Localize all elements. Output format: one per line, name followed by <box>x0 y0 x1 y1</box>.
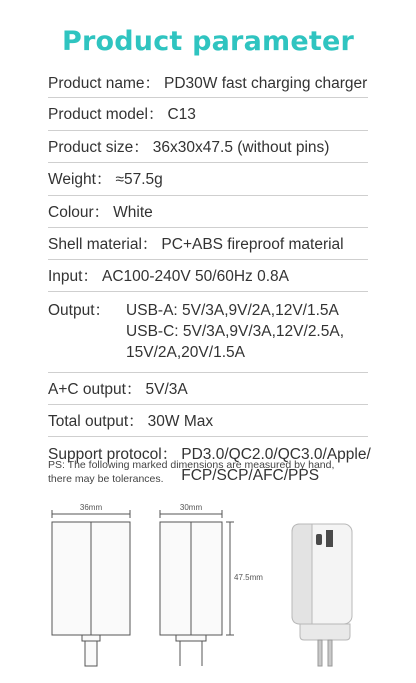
charger-product-image <box>292 524 352 666</box>
param-value: 30W Max <box>147 413 214 430</box>
param-row-colour <box>48 196 368 228</box>
param-row-product-size <box>48 131 368 163</box>
param-row-shell-material <box>48 228 368 260</box>
protocol-line: FCP/SCP/AFC/PPS <box>181 467 320 484</box>
param-row-input <box>48 260 368 292</box>
param-label: Shell material： <box>48 236 158 253</box>
dimension-depth-label: 30mm <box>179 503 203 512</box>
param-label: Weight： <box>48 171 112 188</box>
output-line: 15V/2A,20V/1.5A <box>126 344 245 361</box>
front-view-drawing <box>52 510 130 666</box>
param-label: Support protocol： <box>48 446 178 463</box>
param-label: Product name： <box>48 75 160 92</box>
param-row-ac-output <box>48 373 368 405</box>
dimension-diagram <box>0 500 416 683</box>
note-line: there may be tolerances. <box>48 473 164 485</box>
param-row-product-name <box>48 68 368 98</box>
param-label: Colour： <box>48 204 110 221</box>
param-value: White <box>113 204 153 221</box>
param-value <box>122 300 344 367</box>
param-row-product-model <box>48 98 368 131</box>
output-line: USB-C: 5V/3A,9V/3A,12V/2.5A, <box>126 323 345 340</box>
param-label: Total output： <box>48 413 144 430</box>
param-row-total-output <box>48 405 368 437</box>
param-label: Output： <box>48 302 111 319</box>
param-row-weight <box>48 163 368 196</box>
side-view-drawing <box>160 510 234 666</box>
measurement-note <box>48 458 378 486</box>
page-title: Product parameter <box>62 26 354 57</box>
param-value: PD30W fast charging charger <box>164 75 368 92</box>
usb-a-port-icon <box>326 530 333 547</box>
param-label: Input： <box>48 268 98 285</box>
note-line: PS: The following marked dimensions are measured by hand, <box>48 459 335 471</box>
param-label: Product model： <box>48 106 164 123</box>
dimension-height-label: 47.5mm <box>234 573 263 582</box>
param-value: ≈57.5g <box>115 171 163 188</box>
dimension-width-label: 36mm <box>79 503 103 512</box>
param-value: 5V/3A <box>145 381 188 398</box>
usb-c-port-icon <box>316 534 322 545</box>
output-line: USB-A: 5V/3A,9V/2A,12V/1.5A <box>126 302 339 319</box>
param-value: 36x30x47.5 (without pins) <box>152 139 330 156</box>
protocol-line: PD3.0/QC2.0/QC3.0/Apple/ <box>181 446 371 463</box>
param-value: C13 <box>167 106 196 123</box>
param-label: Product size： <box>48 139 149 156</box>
param-row-output <box>48 292 368 373</box>
param-label: A+C output： <box>48 381 142 398</box>
parameter-list <box>48 68 371 491</box>
param-value: PC+ABS fireproof material <box>161 236 344 253</box>
param-value: AC100-240V 50/60Hz 0.8A <box>101 268 289 285</box>
